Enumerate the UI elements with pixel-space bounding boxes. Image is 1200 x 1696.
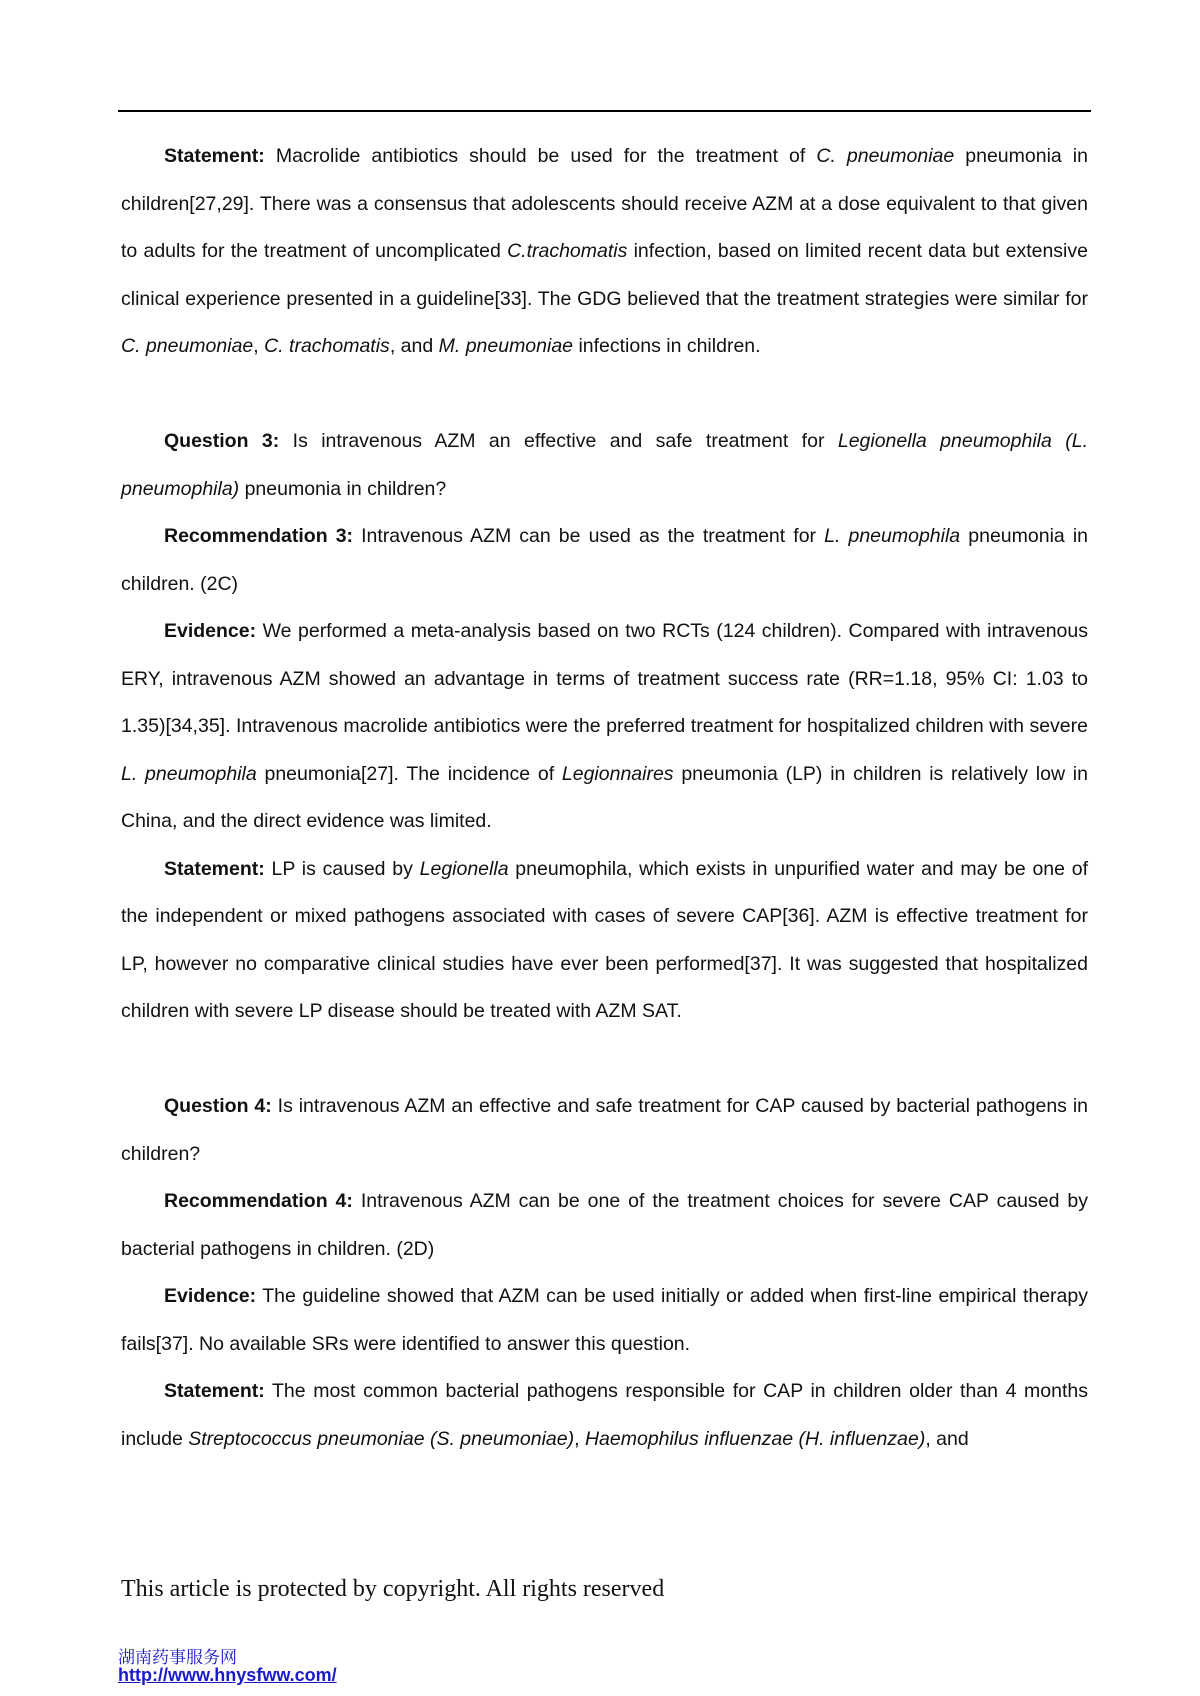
copyright-notice: This article is protected by copyright. All rights reserved <box>121 1576 665 1602</box>
text-run: pneumophila, which exists in unpurified water and may be one of the independent or mixed pathogens associated with cases of severe CAP[36]. AZM is effective treatment for LP, however no comparative clinical studies have ever been performed[37]. It was suggested that hospitalized children with severe LP disease should be treated with AZM SAT. <box>121 857 1089 1022</box>
text-run: pneumonia[27]. The incidence of <box>256 762 562 785</box>
species-name: Streptococcus pneumoniae (S. pneumoniae) <box>188 1427 575 1450</box>
species-name: Haemophilus influenzae (H. influenzae) <box>584 1427 926 1450</box>
body-paragraph <box>121 1368 1088 1463</box>
text-run: Intravenous AZM can be used as the treatment for <box>353 525 825 547</box>
paragraph-label: Statement: <box>164 857 265 880</box>
text-run: infection, based on limited recent data but extensive clinical experience presented in a guideline[33]. The GDG believed that the treatment strategies were similar for <box>121 240 1088 310</box>
paragraph-label: Statement: <box>164 1380 265 1402</box>
body-paragraph <box>121 1273 1088 1368</box>
section-gap <box>121 1036 1088 1084</box>
text-run: The guideline showed that AZM can be used initially or added when first-line empirical therapy fails[37]. No available SRs were identified to answer this question. <box>121 1285 1088 1355</box>
body-paragraph <box>121 418 1088 513</box>
body-paragraph <box>121 846 1088 1036</box>
species-name: Legionnaires <box>561 762 674 785</box>
text-run: Macrolide antibiotics should be used for the treatment of <box>264 145 817 167</box>
paragraph-label: Evidence: <box>164 1285 257 1307</box>
text-run: pneumonia in children[27,29]. There was a consensus that adolescents should receive AZM at a dose equivalent to that given to adults for the treatment of uncomplicated <box>121 145 1088 262</box>
watermark-url-link[interactable]: http://www.hnysfww.com/ <box>118 1665 337 1685</box>
species-name: Legionella <box>419 857 509 880</box>
text-run: LP is caused by <box>264 857 420 880</box>
paragraph-label: Question 3: <box>164 430 280 452</box>
watermark-site-name: 湖南药事服务网 <box>118 1648 237 1668</box>
body-paragraph <box>121 1178 1088 1273</box>
species-name: M. pneumoniae <box>438 335 574 357</box>
text-run: Intravenous AZM can be one of the treatment choices for severe CAP caused by bacterial pathogens in children. (2D) <box>121 1190 1088 1260</box>
paragraph-label: Recommendation 3: <box>164 525 354 547</box>
text-run: , and <box>925 1427 969 1450</box>
paragraph-label: Question 4: <box>164 1095 272 1117</box>
body-paragraph <box>121 513 1088 608</box>
article-body <box>121 133 1088 1463</box>
text-run: infections in children. <box>573 335 761 357</box>
species-name: C. pneumoniae <box>121 335 254 357</box>
text-run: pneumonia in children? <box>239 477 447 500</box>
body-paragraph <box>121 1083 1088 1178</box>
body-paragraph <box>121 608 1088 846</box>
text-run: , and <box>389 335 439 357</box>
species-name: C.trachomatis <box>507 240 628 262</box>
text-run: Is intravenous AZM an effective and safe treatment for CAP caused by bacterial pathogens in children? <box>121 1095 1088 1165</box>
paragraph-label: Evidence: <box>164 620 257 642</box>
species-name: L. pneumophila <box>121 762 257 785</box>
species-name: C. trachomatis <box>264 335 390 357</box>
section-gap <box>121 371 1088 419</box>
species-name: C. pneumoniae <box>816 145 955 167</box>
text-run: We performed a meta-analysis based on two RCTs (124 children). Compared with intravenous ERY, intravenous AZM showed an advantage in terms of treatment success rate (RR=1.18, 95% CI: 1.03 to 1.35)[34,35]. Intravenous macrolide antibiotics were the preferred treatment for hospitalized children with severe <box>121 620 1088 737</box>
species-name: L. pneumophila <box>824 525 961 547</box>
text-run: pneumonia (LP) in children is relatively low in China, and the direct evidence was limited. <box>121 762 1088 832</box>
text-run: , <box>574 1427 585 1450</box>
text-run: , <box>253 335 265 357</box>
paragraph-label: Recommendation 4: <box>164 1190 353 1212</box>
text-run: pneumonia in children. (2C) <box>121 525 1089 595</box>
body-paragraph <box>121 133 1088 371</box>
text-run: Is intravenous AZM an effective and safe treatment for <box>279 430 838 452</box>
paragraph-label: Statement: <box>164 145 265 167</box>
header-rule <box>118 110 1091 112</box>
text-run: The most common bacterial pathogens responsible for CAP in children older than 4 months include <box>121 1380 1088 1450</box>
species-name: Legionella pneumophila (L. pneumophila) <box>121 430 1088 500</box>
